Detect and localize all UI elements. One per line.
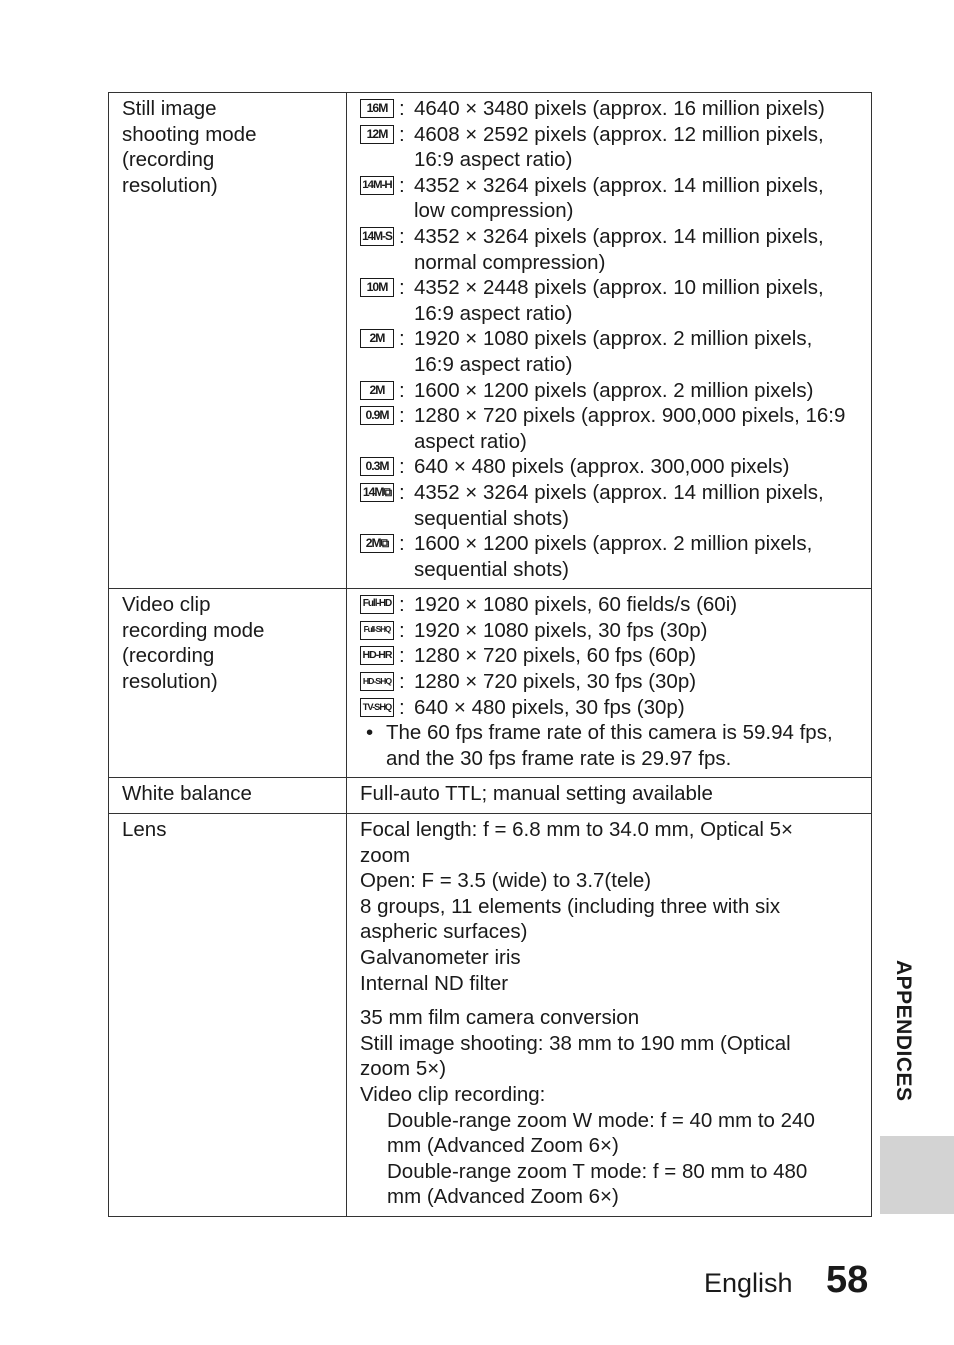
table-row xyxy=(109,814,872,1217)
colon: : xyxy=(399,173,405,197)
list-item xyxy=(360,275,857,326)
colon: : xyxy=(399,593,405,617)
note-line: The 60 fps frame rate of this camera is 59.94 fps, xyxy=(386,721,833,745)
video-full-hd-icon: Full-HD xyxy=(360,595,394,614)
resolution-2m-icon: 2M xyxy=(360,381,394,400)
frame-rate-note xyxy=(360,720,857,771)
spacer xyxy=(360,996,857,1005)
lens-line: Focal length: f = 6.8 mm to 34.0 mm, Optical 5× xyxy=(360,818,793,842)
lens-line: Galvanometer iris xyxy=(360,946,521,969)
list-item xyxy=(360,454,857,480)
lens-line: mm (Advanced Zoom 6×) xyxy=(387,1185,619,1209)
lens-line: 35 mm film camera conversion xyxy=(360,1006,640,1030)
item-line: 640 × 480 pixels, 30 fps (30p) xyxy=(414,695,685,719)
item-line: 640 × 480 pixels (approx. 300,000 pixels) xyxy=(414,455,790,479)
colon: : xyxy=(399,224,405,248)
item-line: 4608 × 2592 pixels (approx. 12 million pixels, xyxy=(414,122,824,146)
list-item xyxy=(360,122,857,173)
lens-line: 8 groups, 11 elements (including three with six xyxy=(360,894,781,918)
row-label-white-balance: White balance xyxy=(109,778,347,814)
item-line: 1280 × 720 pixels (approx. 900,000 pixels, 16:9 xyxy=(414,404,846,428)
list-item xyxy=(360,480,857,531)
lens-line: Double-range zoom T mode: f = 80 mm to 480 xyxy=(387,1159,808,1183)
resolution-12m-icon: 12M xyxy=(360,125,394,144)
list-item xyxy=(360,326,857,377)
colon: : xyxy=(399,327,405,351)
note-line: and the 30 fps frame rate is 29.97 fps. xyxy=(386,746,732,770)
video-hd-hr-icon: HD-HR xyxy=(360,646,394,665)
item-line: 4352 × 3264 pixels (approx. 14 million pixels, xyxy=(414,480,824,504)
footer-language: English xyxy=(704,1268,793,1298)
list-item xyxy=(360,592,857,618)
lens-line: zoom 5×) xyxy=(360,1057,447,1081)
label-line: Video clip xyxy=(122,593,211,617)
label-line: resolution) xyxy=(122,173,218,197)
list-item xyxy=(360,643,857,669)
colon: : xyxy=(399,378,405,402)
colon: : xyxy=(399,455,405,479)
resolution-14m-sequential-icon: 14M⧉ xyxy=(360,483,394,502)
row-label-video xyxy=(109,589,347,778)
lens-line: Video clip recording: xyxy=(360,1082,546,1106)
label-line: (recording xyxy=(122,148,215,172)
item-line: sequential shots) xyxy=(414,506,569,530)
list-item xyxy=(360,173,857,224)
item-line: 1920 × 1080 pixels, 60 fields/s (60i) xyxy=(414,593,738,617)
item-line: 16:9 aspect ratio) xyxy=(414,148,573,172)
colon: : xyxy=(399,644,405,668)
lens-line: mm (Advanced Zoom 6×) xyxy=(387,1134,619,1158)
colon: : xyxy=(399,276,405,300)
colon: : xyxy=(399,480,405,504)
spec-table xyxy=(108,92,872,1217)
list-item xyxy=(360,669,857,695)
row-label-lens: Lens xyxy=(109,814,347,1217)
item-line: 4640 × 3480 pixels (approx. 16 million pixels) xyxy=(414,97,825,120)
label-line: resolution) xyxy=(122,670,218,694)
video-full-shq-icon: Full-SHQ xyxy=(360,621,394,640)
lens-line: aspheric surfaces) xyxy=(360,920,528,944)
colon: : xyxy=(399,670,405,694)
item-line: low compression) xyxy=(414,199,574,223)
row-value-video xyxy=(347,589,872,778)
lens-line: zoom xyxy=(360,843,411,867)
resolution-0.3m-icon: 0.3M xyxy=(360,457,394,476)
item-line: 1280 × 720 pixels, 60 fps (60p) xyxy=(414,644,697,668)
list-item xyxy=(360,695,857,721)
resolution-14m-s-icon: 14M-S xyxy=(360,227,394,246)
item-line: 4352 × 2448 pixels (approx. 10 million pixels, xyxy=(414,276,824,300)
resolution-2m-sequential-icon: 2M⧉ xyxy=(360,534,394,553)
label-line: (recording xyxy=(122,644,215,668)
table-row xyxy=(109,93,872,589)
label-line: shooting mode xyxy=(122,122,257,146)
item-line: 1280 × 720 pixels, 30 fps (30p) xyxy=(414,670,697,694)
resolution-2m-wide-icon: 2M xyxy=(360,329,394,348)
lens-line: Still image shooting: 38 mm to 190 mm (Optical xyxy=(360,1031,791,1055)
video-hd-shq-icon: HD-SHQ xyxy=(360,672,394,691)
row-label-still xyxy=(109,93,347,589)
section-tab xyxy=(880,1136,954,1214)
page-number: 58 xyxy=(826,1259,869,1301)
colon: : xyxy=(399,97,405,120)
resolution-14m-h-icon: 14M-H xyxy=(360,176,394,195)
list-item xyxy=(360,531,857,582)
item-line: 1920 × 1080 pixels (approx. 2 million pixels, xyxy=(414,327,813,351)
list-item xyxy=(360,96,857,122)
item-line: 1600 × 1200 pixels (approx. 2 million pixels) xyxy=(414,378,814,402)
resolution-0.9m-icon: 0.9M xyxy=(360,406,394,425)
item-line: 1600 × 1200 pixels (approx. 2 million pixels, xyxy=(414,532,813,556)
lens-line: Open: F = 3.5 (wide) to 3.7(tele) xyxy=(360,869,652,893)
colon: : xyxy=(399,122,405,146)
colon: : xyxy=(399,695,405,719)
lens-line: Double-range zoom W mode: f = 40 mm to 240 xyxy=(387,1108,815,1132)
row-value-white-balance: Full-auto TTL; manual setting available xyxy=(347,778,872,814)
row-value-still xyxy=(347,93,872,589)
row-value-lens xyxy=(347,814,872,1217)
table-row xyxy=(109,589,872,778)
section-tab-label: APPENDICES xyxy=(892,960,915,1102)
item-line: 16:9 aspect ratio) xyxy=(414,301,573,325)
colon: : xyxy=(399,404,405,428)
item-line: 4352 × 3264 pixels (approx. 14 million pixels, xyxy=(414,173,824,197)
list-item xyxy=(360,378,857,404)
lens-line: Internal ND filter xyxy=(360,971,509,995)
item-line: 4352 × 3264 pixels (approx. 14 million pixels, xyxy=(414,224,824,248)
table-row xyxy=(109,778,872,814)
item-line: 1920 × 1080 pixels, 30 fps (30p) xyxy=(414,618,708,642)
list-item xyxy=(360,403,857,454)
item-line: normal compression) xyxy=(414,250,606,274)
colon: : xyxy=(399,618,405,642)
resolution-10m-icon: 10M xyxy=(360,278,394,297)
item-line: 16:9 aspect ratio) xyxy=(414,352,573,376)
resolution-16m-icon: 16M xyxy=(360,99,394,118)
item-line: aspect ratio) xyxy=(414,429,527,453)
item-line: sequential shots) xyxy=(414,557,569,581)
label-line: recording mode xyxy=(122,618,265,642)
video-tv-shq-icon: TV-SHQ xyxy=(360,698,394,717)
list-item xyxy=(360,618,857,644)
list-item xyxy=(360,224,857,275)
colon: : xyxy=(399,532,405,556)
bullet-icon: • xyxy=(366,721,374,745)
label-line: Still image xyxy=(122,97,217,120)
